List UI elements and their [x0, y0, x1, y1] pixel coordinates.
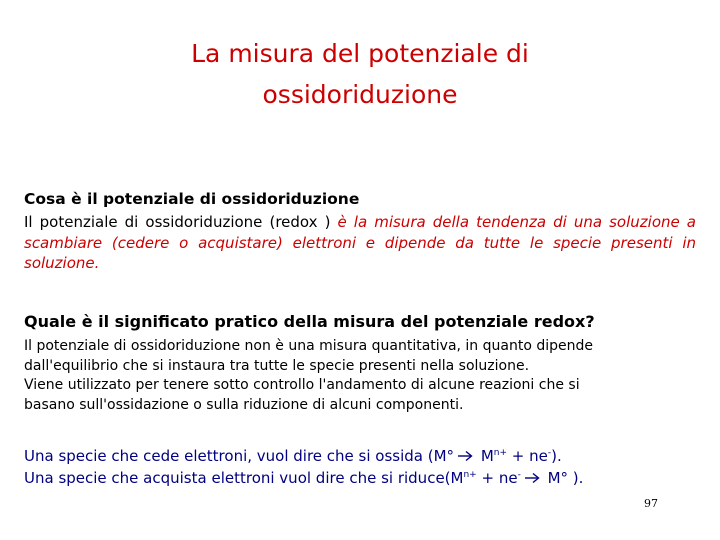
- reduction-end: M° ).: [542, 469, 584, 487]
- oxidation-ion: M: [476, 447, 494, 465]
- section1-body: [24, 212, 696, 274]
- section1-intro: Il potenziale di ossidoriduzione (redox ): [24, 213, 338, 231]
- oxidation-line: [24, 445, 696, 467]
- redox-examples: [24, 445, 696, 489]
- arrow-right-icon: [456, 449, 474, 463]
- oxidation-electrons: + ne: [507, 447, 548, 465]
- section2-line: Viene utilizzato per tenere sotto controllo l'andamento di alcune reazioni che si: [24, 377, 580, 393]
- reduction-text: Una specie che acquista elettroni vuol dire che si riduce(M: [24, 469, 464, 487]
- section1-definition: è la misura della tendenza di una soluzione a scambiare (cedere o acquistare) elettroni e dipende da tutte le specie presenti in soluzione.: [24, 213, 696, 272]
- page-number: 97: [644, 497, 658, 510]
- oxidation-text: Una specie che cede elettroni, vuol dire che si ossida (M°: [24, 447, 455, 465]
- section1-heading: Cosa è il potenziale di ossidoriduzione: [24, 190, 360, 208]
- reduction-line: [24, 467, 696, 489]
- arrow-right-icon: [523, 471, 541, 485]
- section2-line: basano sull'ossidazione o sulla riduzione di alcuni componenti.: [24, 396, 464, 413]
- oxidation-end: ).: [551, 447, 562, 465]
- slide-title: [0, 33, 720, 115]
- section2-line: dall'equilibrio che si instaura tra tutte le specie presenti nella soluzione.: [24, 357, 530, 374]
- reduction-electron-charge: -: [517, 470, 521, 480]
- slide-title-line1: La misura del potenziale di: [191, 39, 529, 68]
- section2-body: [24, 337, 696, 415]
- reduction-electrons: + ne: [476, 469, 518, 487]
- oxidation-electron-charge: -: [547, 448, 552, 458]
- reduction-ion-charge: n+: [463, 470, 477, 480]
- section2-heading: Quale è il significato pratico della misura del potenziale redox?: [24, 312, 595, 331]
- oxidation-ion-charge: n+: [493, 448, 508, 458]
- section2-line: Il potenziale di ossidoriduzione non è una misura quantitativa, in quanto dipende: [24, 338, 593, 354]
- slide-title-line2: ossidoriduzione: [262, 80, 458, 109]
